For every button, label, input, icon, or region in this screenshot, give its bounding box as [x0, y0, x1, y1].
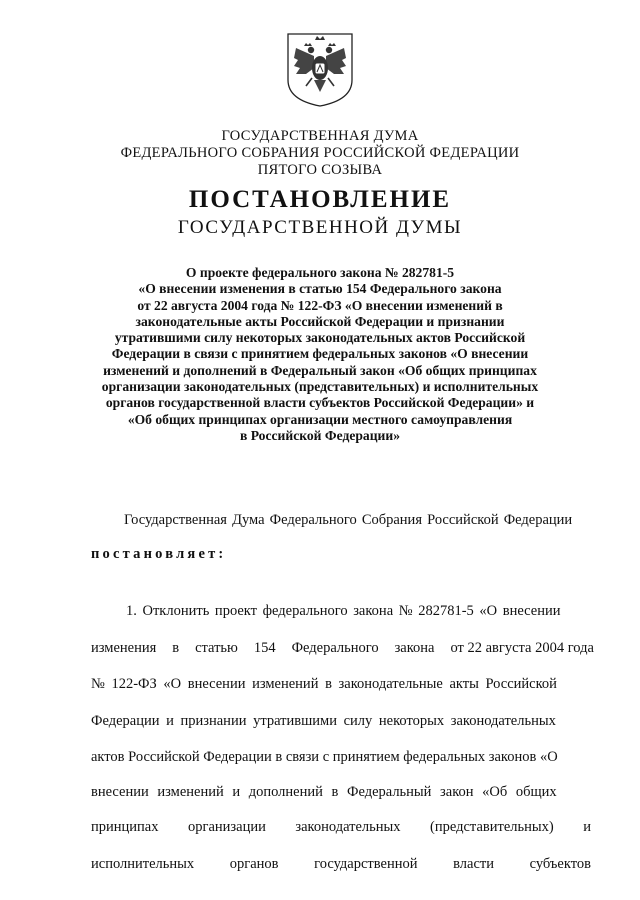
word: статью [195, 640, 238, 656]
paragraph-line: № 122-ФЗ «О внесении изменений в законодательные акты Российской [91, 676, 557, 692]
header-federal-assembly: ФЕДЕРАЛЬНОГО СОБРАНИЯ РОССИЙСКОЙ ФЕДЕРАЦИИ [120, 145, 520, 161]
word: Федерального [291, 640, 379, 656]
word: и [583, 819, 591, 835]
subject-line: «Об общих принципах организации местного самоуправления [127, 411, 513, 427]
header-convocation: ПЯТОГО СОЗЫВА [257, 162, 383, 178]
paragraph-line: актов Российской Федерации в связи с принятием федеральных законов «О [91, 749, 558, 765]
subject-line: законодательные акты Российской Федерации и признании [135, 313, 505, 329]
word: принципах [91, 819, 159, 835]
subject-line: от 22 августа 2004 года № 122-ФЗ «О внесении изменений в [137, 297, 503, 313]
paragraph-line [91, 639, 594, 657]
subject-line: изменений и дополнений в Федеральный закон «Об общих принципах [103, 362, 537, 378]
document-org-title: ГОСУДАРСТВЕННОЙ ДУМЫ [177, 217, 463, 238]
paragraph-line: внесении изменений и дополнений в Федеральный закон «Об общих [91, 784, 557, 800]
paragraph-line [91, 818, 591, 836]
word: (представительных) [430, 819, 554, 835]
word: от 22 августа 2004 года [450, 640, 594, 656]
word: в [172, 640, 180, 656]
word: изменения [91, 640, 157, 656]
resolves-word: постановляет: [91, 546, 227, 562]
document-subject [100, 265, 540, 444]
header-duma: ГОСУДАРСТВЕННАЯ ДУМА [221, 128, 419, 144]
document-type-title: ПОСТАНОВЛЕНИЕ [188, 186, 452, 213]
subject-line: в Российской Федерации» [239, 427, 401, 443]
subject-line: утратившими силу некоторых законодательных актов Российской [114, 330, 526, 346]
subject-line: органов государственной власти субъектов Российской Федерации» и [105, 395, 535, 411]
paragraph-line: Федерации и признании утратившими силу некоторых законодательных [91, 713, 556, 729]
word: законодательных [295, 819, 401, 835]
word: закона [394, 640, 435, 656]
word: субъектов [529, 856, 591, 872]
word: государственной [314, 856, 418, 872]
word: организации [188, 819, 266, 835]
subject-line: «О внесении изменения в статью 154 Федерального закона [138, 281, 502, 297]
word: органов [229, 856, 279, 872]
subject-line: Федерации в связи с принятием федеральных законов «О внесении [111, 346, 529, 362]
word: исполнительных [91, 856, 195, 872]
intro-text: Государственная Дума Федерального Собрания Российской Федерации [124, 512, 573, 528]
paragraph-line [91, 855, 591, 873]
word: 154 [253, 640, 276, 656]
paragraph-line: 1. Отклонить проект федерального закона № 282781-5 «О внесении [126, 603, 561, 619]
coat-of-arms-emblem [284, 30, 356, 108]
subject-line: организации законодательных (представительных) и исполнительных [101, 379, 539, 395]
subject-line: О проекте федерального закона № 282781-5 [185, 265, 455, 280]
word: власти [453, 856, 494, 872]
